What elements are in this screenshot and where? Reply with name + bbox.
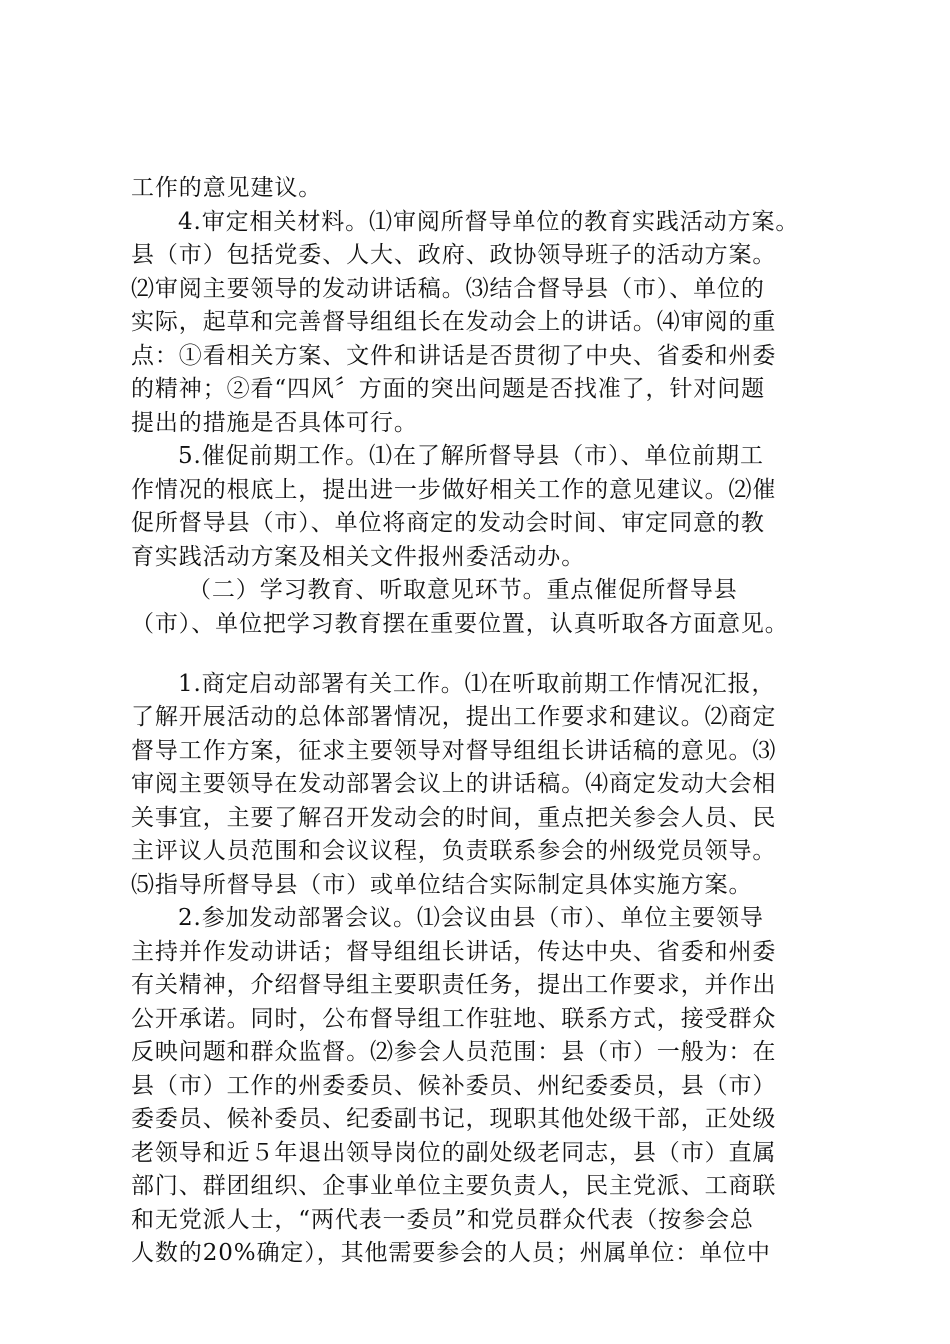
text-line: 实际，起草和完善督导组组长在发动会上的讲话。⑷审阅的重 [131,309,777,335]
section-heading: （二）学习教育、听取意见环节。重点催促所督导县 [188,577,738,603]
text-line: 4.审定相关材料。⑴审阅所督导单位的教育实践活动方案。 [178,209,800,235]
text-line: 2.参加发动部署会议。⑴会议由县（市）、单位主要领导 [178,905,764,931]
text-line: 老领导和近５年退出领导岗位的副处级老同志，县（市）直属 [131,1140,777,1166]
text-line: 促所督导县（市）、单位将商定的发动会时间、审定同意的教 [131,510,765,536]
text-line: 主评议人员范围和会议议程，负责联系参会的州级党员领导。 [131,838,777,864]
text-line: 育实践活动方案及相关文件报州委活动办。 [131,544,586,570]
text-line: （市）、单位把学习教育摆在重要位置，认真听取各方面意见。 [131,611,789,637]
text-line: 县（市）包括党委、人大、政府、政协领导班子的活动方案。 [131,242,777,268]
text-line: ⑸指导所督导县（市）或单位结合实际制定具体实施方案。 [131,872,753,898]
text-line: 作情况的根底上，提出进一步做好相关工作的意见建议。⑵催 [131,477,777,503]
text-line: 反映问题和群众监督。⑵参会人员范围：县（市）一般为：在 [131,1039,777,1065]
text-line: 县（市）工作的州委委员、候补委员、州纪委委员，县（市） [131,1073,777,1099]
text-line: 了解开展活动的总体部署情况，提出工作要求和建议。⑵商定 [131,704,777,730]
text-line: 点：①看相关方案、文件和讲话是否贯彻了中央、省委和州委 [131,343,777,369]
text-line: ⑵审阅主要领导的发动讲话稿。⑶结合督导县（市）、单位的 [131,276,765,302]
text-line: 有关精神，介绍督导组主要职责任务，提出工作要求，并作出 [131,972,777,998]
text-line: 工作的意见建议。 [131,175,323,201]
text-line: 公开承诺。同时，公布督导组工作驻地、联系方式，接受群众 [131,1006,777,1032]
text-line: 审阅主要领导在发动部署会议上的讲话稿。⑷商定发动大会相 [131,771,777,797]
text-line: 和无党派人士，“两代表一委员”和党员群众代表（按参会总 [131,1207,754,1233]
text-line: 督导工作方案，征求主要领导对督导组组长讲话稿的意见。⑶ [131,738,777,764]
text-line: 人数的20%确定），其他需要参会的人员；州属单位：单位中 [131,1240,771,1266]
text-line: 1.商定启动部署有关工作。⑴在听取前期工作情况汇报， [178,671,776,697]
text-line: 主持并作发动讲话；督导组组长讲话，传达中央、省委和州委 [131,939,777,965]
text-line: 关事宜，主要了解召开发动会的时间，重点把关参会人员、民 [131,805,777,831]
text-line: 5.催促前期工作。⑴在了解所督导县（市）、单位前期工 [178,443,764,469]
text-line: 的精神；②看“四风〞方面的突出问题是否找准了，针对问题 [131,376,766,402]
text-line: 部门、群团组织、企事业单位主要负责人，民主党派、工商联 [131,1173,777,1199]
text-line: 委委员、候补委员、纪委副书记，现职其他处级干部，正处级 [131,1106,777,1132]
text-line: 提出的措施是否具体可行。 [131,410,418,436]
